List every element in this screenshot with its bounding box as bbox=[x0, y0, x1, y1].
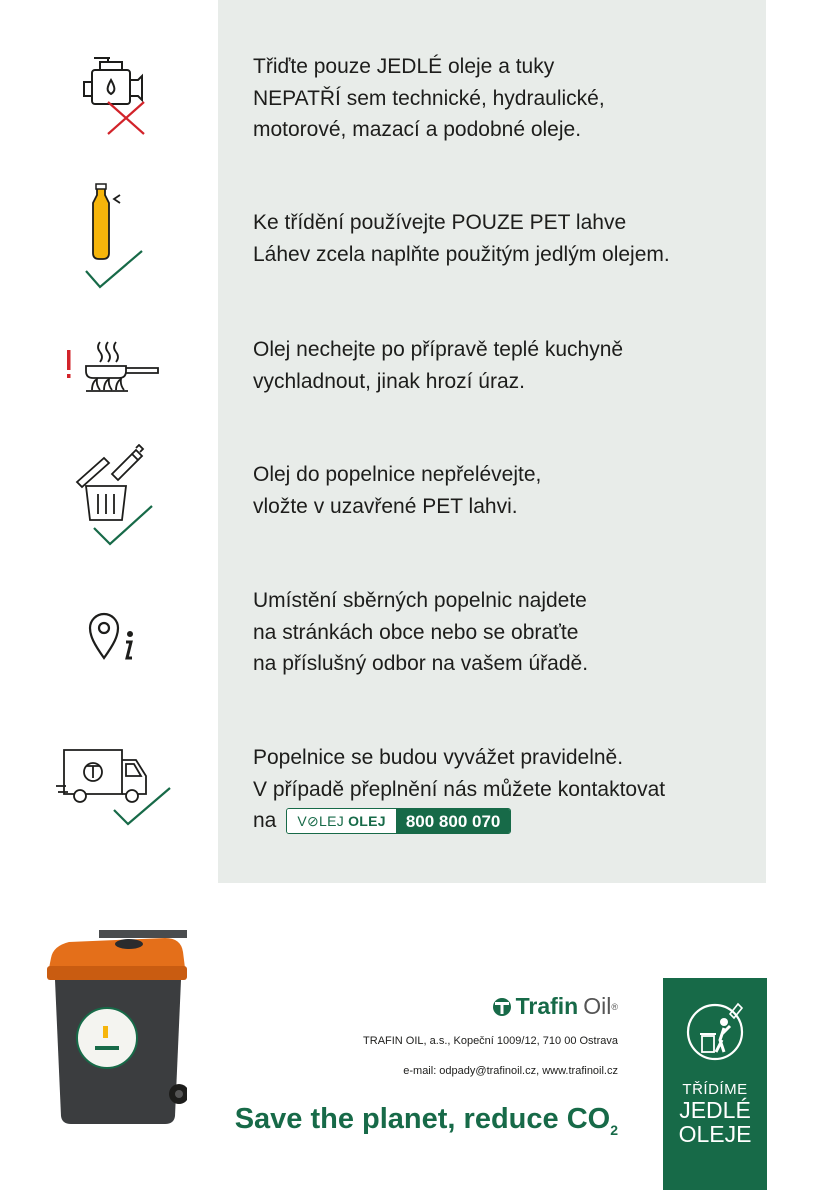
info-text-4: Olej do popelnice nepřelévejte, vložte v uzavřené PET lahvi. bbox=[253, 463, 542, 518]
company-address: TRAFIN OIL, a.s., Kopeční 1009/12, 710 00 Ostrava bbox=[363, 1035, 618, 1047]
hotline-badge[interactable]: V⊘LEJ OLEJ 800 800 070 bbox=[286, 808, 511, 834]
campaign-line-2: JEDLÉ bbox=[679, 1097, 751, 1123]
info-text-3: Olej nechejte po přípravě teplé kuchyně vychladnout, jinak hrozí úraz. bbox=[253, 338, 624, 393]
info-text-6: Popelnice se budou vyvážet pravidelně. V případě přeplnění nás můžete kontaktovat na V⊘LEJ OLEJ 800 800 070 bbox=[253, 742, 665, 837]
trash-bin-bottle-check-icon bbox=[74, 444, 156, 548]
location-info-icon bbox=[88, 610, 140, 662]
campaign-badge bbox=[663, 978, 767, 1190]
contact-line: na V⊘LEJ OLEJ 800 800 070 bbox=[253, 805, 665, 837]
info-text-2: Ke třídění používejte POUZE PET lahve Láhev zcela naplňte použitým jedlým olejem. bbox=[253, 211, 670, 266]
hotline-phone[interactable]: 800 800 070 bbox=[396, 809, 511, 833]
company-contact: e-mail: odpady@trafinoil.cz, www.trafinoil.cz bbox=[403, 1065, 618, 1077]
pet-bottle-check-icon bbox=[84, 183, 146, 291]
trafin-logo-icon bbox=[492, 997, 512, 1017]
trafin-oil-logo: Trafin Oil ® bbox=[492, 993, 618, 1020]
slogan: Save the planet, reduce $CO_2$ bbox=[234, 1103, 618, 1138]
recycling-person-icon bbox=[680, 996, 750, 1066]
hot-pan-warning-icon bbox=[62, 338, 162, 396]
info-text-1: Třiďte pouze JEDLÉ oleje a tuky NEPATŘÍ sem technické, hydraulické, motorové, mazací a podobné oleje. bbox=[253, 55, 605, 141]
truck-check-icon bbox=[56, 746, 174, 828]
engine-crossed-icon bbox=[78, 56, 150, 136]
campaign-line-1: TŘÍDÍME bbox=[682, 1081, 748, 1098]
collection-bin-image bbox=[47, 928, 187, 1133]
info-text-5: Umístění sběrných popelnic najdete na stránkách obce nebo se obraťte na příslušný odbor na vašem úřadě. bbox=[253, 589, 589, 675]
campaign-line-3: OLEJE bbox=[678, 1121, 752, 1147]
